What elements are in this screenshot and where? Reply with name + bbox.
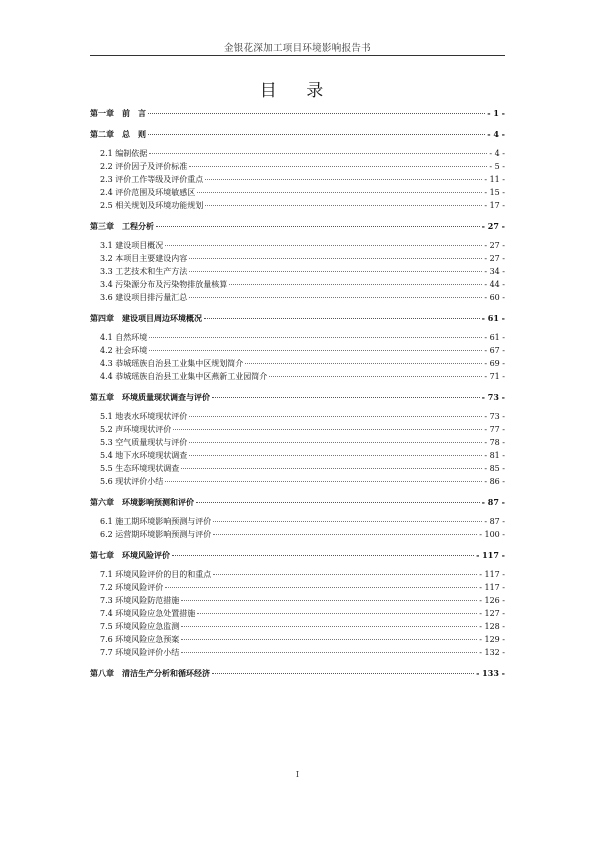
toc-section-entry[interactable] <box>90 266 505 279</box>
toc-entry-label: 第六章 环境影响预测和评价 <box>90 497 194 507</box>
toc-entry-label: 7.5 环境风险应急监测 <box>100 622 180 631</box>
toc-entry-label: 第三章 工程分析 <box>90 221 154 231</box>
toc-dot-leader <box>148 113 485 114</box>
toc-entry-page: - 117 - <box>479 583 505 592</box>
toc-entry-page: - 4 - <box>489 149 505 158</box>
toc-entry-label: 3.6 建设项目排污量汇总 <box>100 293 188 302</box>
toc-section-entry[interactable] <box>90 187 505 200</box>
toc-dot-leader <box>205 179 482 180</box>
page-title: 目 录 <box>259 81 336 101</box>
toc-section-entry[interactable] <box>90 161 505 174</box>
toc-entry-page: - 15 - <box>484 188 505 197</box>
toc-section-entry[interactable] <box>90 463 505 476</box>
toc-section-entry[interactable] <box>90 292 505 305</box>
toc-dot-leader <box>172 555 474 556</box>
toc-chapter-entry[interactable] <box>90 550 505 563</box>
toc-chapter-entry[interactable] <box>90 221 505 234</box>
toc-entry-page: - 132 - <box>479 648 505 657</box>
toc-entry-page: - 77 - <box>484 425 505 434</box>
toc-section-entry[interactable] <box>90 608 505 621</box>
toc-section-entry[interactable] <box>90 437 505 450</box>
toc-dot-leader <box>212 397 480 398</box>
toc-section-entry[interactable] <box>90 345 505 358</box>
toc-dot-leader <box>181 468 482 469</box>
toc-entry-label: 7.6 环境风险应急预案 <box>100 635 180 644</box>
toc-entry-label: 5.1 地表水环境现状评价 <box>100 412 188 421</box>
toc-entry-page: - 61 - <box>481 313 505 323</box>
toc-dot-leader <box>189 455 482 456</box>
toc-entry-label: 第七章 环境风险评价 <box>90 550 170 560</box>
toc-dot-leader <box>229 284 482 285</box>
toc-entry-page: - 17 - <box>484 201 505 210</box>
toc-entry-label: 7.4 环境风险应急处置措施 <box>100 609 196 618</box>
toc-dot-leader <box>269 376 482 377</box>
toc-entry-page: - 133 - <box>476 668 505 678</box>
toc-dot-leader <box>149 337 482 338</box>
toc-entry-label: 2.1 编制依据 <box>100 149 148 158</box>
toc-section-entry[interactable] <box>90 529 505 542</box>
toc-entry-page: - 27 - <box>484 241 505 250</box>
toc-section-entry[interactable] <box>90 200 505 213</box>
toc-dot-leader <box>165 245 482 246</box>
toc-section-entry[interactable] <box>90 569 505 582</box>
toc-dot-leader <box>149 153 487 154</box>
toc-chapter-entry[interactable] <box>90 668 505 681</box>
toc-entry-label: 2.3 评价工作等级及评价重点 <box>100 175 204 184</box>
toc-entry-label: 6.2 运营期环境影响预测与评价 <box>100 530 212 539</box>
toc-entry-page: - 69 - <box>484 359 505 368</box>
toc-entry-page: - 60 - <box>484 293 505 302</box>
toc-entry-label: 5.6 现状评价小结 <box>100 477 164 486</box>
toc-dot-leader <box>165 587 477 588</box>
toc-dot-leader <box>148 134 485 135</box>
toc-dot-leader <box>213 574 477 575</box>
toc-section-entry[interactable] <box>90 516 505 529</box>
toc-section-entry[interactable] <box>90 174 505 187</box>
toc-entry-label: 4.2 社会环境 <box>100 346 148 355</box>
toc-entry-label: 7.3 环境风险防范措施 <box>100 596 180 605</box>
toc-dot-leader <box>212 673 474 674</box>
toc-dot-leader <box>189 416 482 417</box>
toc-entry-label: 7.1 环境风险评价的目的和重点 <box>100 570 212 579</box>
toc-dot-leader <box>196 502 480 503</box>
toc-section-entry[interactable] <box>90 279 505 292</box>
toc-entry-label: 5.3 空气质量现状与评价 <box>100 438 188 447</box>
toc-entry-page: - 128 - <box>479 622 505 631</box>
toc-section-entry[interactable] <box>90 332 505 345</box>
toc-entry-label: 2.4 评价范围及环境敏感区 <box>100 188 196 197</box>
toc-entry-page: - 81 - <box>484 451 505 460</box>
toc-entry-page: - 73 - <box>481 392 505 402</box>
toc-section-entry[interactable] <box>90 411 505 424</box>
toc-dot-leader <box>181 639 477 640</box>
toc-section-entry[interactable] <box>90 424 505 437</box>
toc-entry-label: 7.2 环境风险评价 <box>100 583 164 592</box>
toc-dot-leader <box>189 297 482 298</box>
toc-entry-label: 第四章 建设项目周边环境概况 <box>90 313 202 323</box>
toc-dot-leader <box>213 521 482 522</box>
page-number: I <box>295 770 300 779</box>
toc-entry-label: 3.1 建设项目概况 <box>100 241 164 250</box>
toc-entry-page: - 87 - <box>481 497 505 507</box>
toc-entry-label: 第八章 清洁生产分析和循环经济 <box>90 668 210 678</box>
toc-entry-page: - 67 - <box>484 346 505 355</box>
toc-dot-leader <box>149 350 482 351</box>
table-of-contents <box>90 108 505 687</box>
toc-entry-label: 7.7 环境风险评价小结 <box>100 648 180 657</box>
toc-dot-leader <box>197 192 482 193</box>
toc-section-entry[interactable] <box>90 240 505 253</box>
header-rule <box>90 55 505 56</box>
toc-dot-leader <box>197 613 477 614</box>
toc-section-entry[interactable] <box>90 450 505 463</box>
toc-section-entry[interactable] <box>90 647 505 660</box>
toc-dot-leader <box>181 626 477 627</box>
toc-entry-page: - 129 - <box>479 635 505 644</box>
toc-entry-label: 2.2 评价因子及评价标准 <box>100 162 188 171</box>
toc-dot-leader <box>173 429 482 430</box>
toc-dot-leader <box>156 226 480 227</box>
toc-entry-label: 3.4 污染源分布及污染物排放量核算 <box>100 280 228 289</box>
toc-entry-page: - 127 - <box>479 609 505 618</box>
toc-dot-leader <box>181 600 477 601</box>
toc-entry-page: - 100 - <box>479 530 505 539</box>
toc-dot-leader <box>213 534 477 535</box>
toc-entry-page: - 61 - <box>484 333 505 342</box>
toc-entry-page: - 1 - <box>487 108 505 118</box>
toc-section-entry[interactable] <box>90 358 505 371</box>
toc-chapter-entry[interactable] <box>90 497 505 510</box>
toc-dot-leader <box>181 652 477 653</box>
toc-entry-page: - 73 - <box>484 412 505 421</box>
toc-section-entry[interactable] <box>90 582 505 595</box>
toc-entry-label: 4.4 恭城瑶族自治县工业集中区燕新工业园简介 <box>100 372 268 381</box>
toc-entry-page: - 34 - <box>484 267 505 276</box>
toc-section-entry[interactable] <box>90 595 505 608</box>
toc-entry-page: - 4 - <box>487 129 505 139</box>
toc-dot-leader <box>189 258 482 259</box>
toc-entry-page: - 5 - <box>489 162 505 171</box>
toc-dot-leader <box>189 166 487 167</box>
toc-entry-label: 第五章 环境质量现状调查与评价 <box>90 392 210 402</box>
toc-entry-page: - 86 - <box>484 477 505 486</box>
toc-entry-page: - 85 - <box>484 464 505 473</box>
toc-dot-leader <box>204 318 480 319</box>
toc-section-entry[interactable] <box>90 253 505 266</box>
toc-entry-page: - 126 - <box>479 596 505 605</box>
toc-entry-page: - 44 - <box>484 280 505 289</box>
toc-entry-page: - 71 - <box>484 372 505 381</box>
toc-dot-leader <box>245 363 482 364</box>
toc-entry-label: 3.2 本项目主要建设内容 <box>100 254 188 263</box>
toc-entry-page: - 117 - <box>476 550 505 560</box>
toc-entry-label: 5.4 地下水环境现状调查 <box>100 451 188 460</box>
toc-entry-label: 5.2 声环境现状评价 <box>100 425 172 434</box>
toc-dot-leader <box>189 442 482 443</box>
toc-dot-leader <box>189 271 482 272</box>
toc-section-entry[interactable] <box>90 148 505 161</box>
toc-entry-label: 2.5 相关规划及环境功能规划 <box>100 201 204 210</box>
toc-entry-page: - 78 - <box>484 438 505 447</box>
toc-chapter-entry[interactable] <box>90 392 505 405</box>
toc-entry-label: 4.3 恭城瑶族自治县工业集中区规划简介 <box>100 359 244 368</box>
toc-entry-label: 6.1 施工期环境影响预测与评价 <box>100 517 212 526</box>
toc-entry-label: 第二章 总 则 <box>90 129 146 139</box>
toc-entry-label: 5.5 生态环境现状调查 <box>100 464 180 473</box>
toc-dot-leader <box>165 481 482 482</box>
toc-dot-leader <box>205 205 482 206</box>
toc-entry-label: 3.3 工艺技术和生产方法 <box>100 267 188 276</box>
toc-entry-page: - 117 - <box>479 570 505 579</box>
toc-section-entry[interactable] <box>90 634 505 647</box>
toc-chapter-entry[interactable] <box>90 108 505 121</box>
toc-entry-page: - 27 - <box>484 254 505 263</box>
toc-entry-label: 4.1 自然环境 <box>100 333 148 342</box>
toc-entry-page: - 11 - <box>484 175 505 184</box>
toc-section-entry[interactable] <box>90 621 505 634</box>
toc-entry-label: 第一章 前 言 <box>90 108 146 118</box>
toc-section-entry[interactable] <box>90 476 505 489</box>
toc-section-entry[interactable] <box>90 371 505 384</box>
running-header: 金银花深加工项目环境影响报告书 <box>223 43 371 54</box>
toc-chapter-entry[interactable] <box>90 313 505 326</box>
toc-entry-page: - 87 - <box>484 517 505 526</box>
toc-chapter-entry[interactable] <box>90 129 505 142</box>
toc-entry-page: - 27 - <box>481 221 505 231</box>
